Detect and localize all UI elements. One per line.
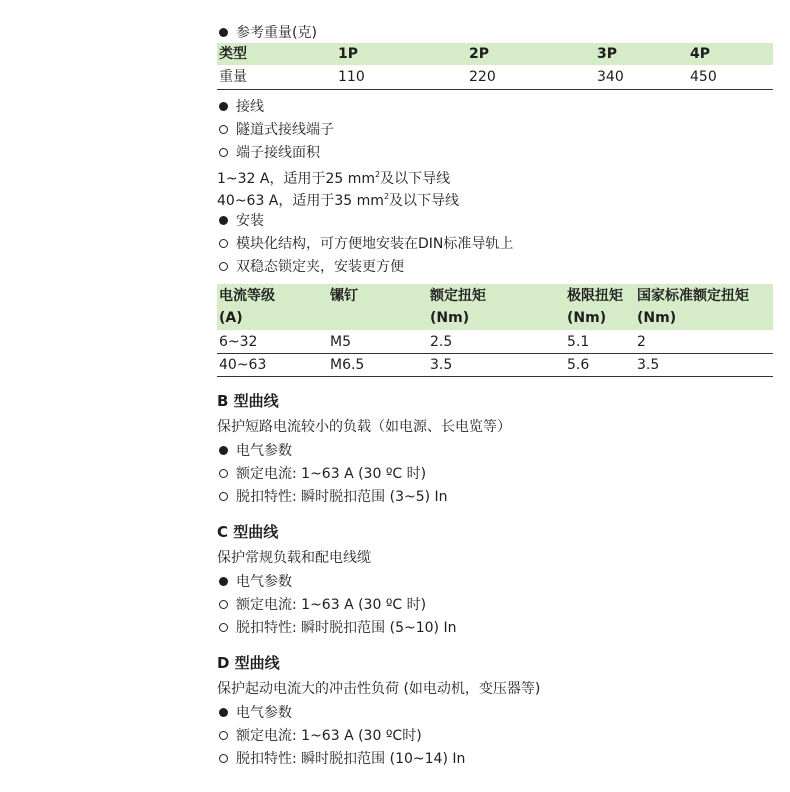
bullet-icon: [219, 28, 228, 37]
weight-row-label: 重量: [219, 69, 247, 85]
circle-bullet-icon: [219, 754, 228, 763]
wiring-item: 隧道式接线端子: [217, 118, 334, 140]
torque-table-rule: [217, 376, 773, 377]
curve-b-desc: 保护短路电流较小的负载（如电源、长电览等）: [217, 419, 511, 435]
curve-d-desc: 保护起动电流大的冲击性负荷 (如电动机，变压器等): [217, 681, 541, 697]
weight-header-4p: 4P: [690, 46, 711, 62]
torque-cell: M5: [330, 334, 351, 350]
wiring-spec-line-2: 40~63 A，适用于35 $mm^2$及以下导线: [217, 192, 460, 209]
torque-cell: 40~63: [219, 357, 267, 373]
curve-b-trip: 脱扣特性: 瞬时脱扣范围 (3~5) In: [217, 485, 448, 507]
circle-bullet-icon: [219, 262, 228, 271]
wiring-item: 端子接线面积: [217, 141, 320, 163]
curve-d-param-title: 电气参数: [217, 701, 292, 723]
wiring-spec-line-1: 1~32 A，适用于25 $mm^2$及以下导线: [217, 170, 451, 187]
weight-header-3p: 3P: [597, 46, 618, 62]
torque-header-gb: 国家标准额定扭矩: [637, 288, 749, 304]
bullet-icon: [219, 102, 228, 111]
circle-bullet-icon: [219, 125, 228, 134]
weight-2p-value: 220: [469, 69, 496, 85]
curve-c-desc: 保护常规负载和配电线缆: [217, 550, 371, 566]
curve-b-param-title: 电气参数: [217, 439, 292, 461]
weight-header-2p: 2P: [469, 46, 490, 62]
curve-d-trip: 脱扣特性: 瞬时脱扣范围 (10~14) In: [217, 747, 465, 769]
weight-section-title: 参考重量(克): [217, 21, 317, 43]
wiring-title: 接线: [217, 95, 264, 117]
weight-table-rule: [217, 89, 773, 90]
torque-header-current: 电流等级: [219, 288, 275, 304]
circle-bullet-icon: [219, 469, 228, 478]
curve-b-title: B 型曲线: [217, 392, 279, 410]
bullet-icon: [219, 577, 228, 586]
torque-header-limit: 极限扭矩: [567, 288, 623, 304]
circle-bullet-icon: [219, 492, 228, 501]
torque-header-limit-unit: (Nm): [567, 310, 607, 326]
curve-d-rated: 额定电流: 1~63 A (30 ºC时): [217, 724, 422, 746]
torque-cell: 5.1: [567, 334, 590, 350]
curve-c-title: C 型曲线: [217, 523, 279, 541]
torque-table-rule: [217, 353, 773, 354]
torque-header-current-unit: (A): [219, 310, 243, 326]
circle-bullet-icon: [219, 731, 228, 740]
weight-1p-value: 110: [338, 69, 365, 85]
weight-header-1p: 1P: [338, 46, 359, 62]
weight-4p-value: 450: [690, 69, 717, 85]
curve-c-trip: 脱扣特性: 瞬时脱扣范围 (5~10) In: [217, 616, 456, 638]
curve-b-rated: 额定电流: 1~63 A (30 ºC 时): [217, 462, 426, 484]
circle-bullet-icon: [219, 239, 228, 248]
bullet-icon: [219, 708, 228, 717]
install-item: 模块化结构，可方便地安装在DIN标准导轨上: [217, 232, 513, 254]
torque-header-gb-unit: (Nm): [637, 310, 677, 326]
circle-bullet-icon: [219, 148, 228, 157]
bullet-icon: [219, 216, 228, 225]
circle-bullet-icon: [219, 623, 228, 632]
torque-cell: 2.5: [430, 334, 453, 350]
install-title: 安装: [217, 209, 264, 231]
bullet-icon: [219, 446, 228, 455]
torque-cell: 3.5: [430, 357, 453, 373]
torque-cell: M6.5: [330, 357, 365, 373]
torque-header-rated: 额定扭矩: [430, 288, 486, 304]
weight-header-type: 类型: [219, 46, 247, 62]
weight-3p-value: 340: [597, 69, 624, 85]
circle-bullet-icon: [219, 600, 228, 609]
torque-cell: 5.6: [567, 357, 590, 373]
curve-c-param-title: 电气参数: [217, 570, 292, 592]
torque-cell: 2: [637, 334, 646, 350]
torque-cell: 6~32: [219, 334, 258, 350]
curve-c-rated: 额定电流: 1~63 A (30 ºC 时): [217, 593, 426, 615]
torque-cell: 3.5: [637, 357, 660, 373]
install-item: 双稳态锁定夹，安装更方便: [217, 255, 404, 277]
torque-header-rated-unit: (Nm): [430, 310, 470, 326]
curve-d-title: D 型曲线: [217, 654, 280, 672]
torque-header-screw: 镙钉: [330, 288, 358, 304]
